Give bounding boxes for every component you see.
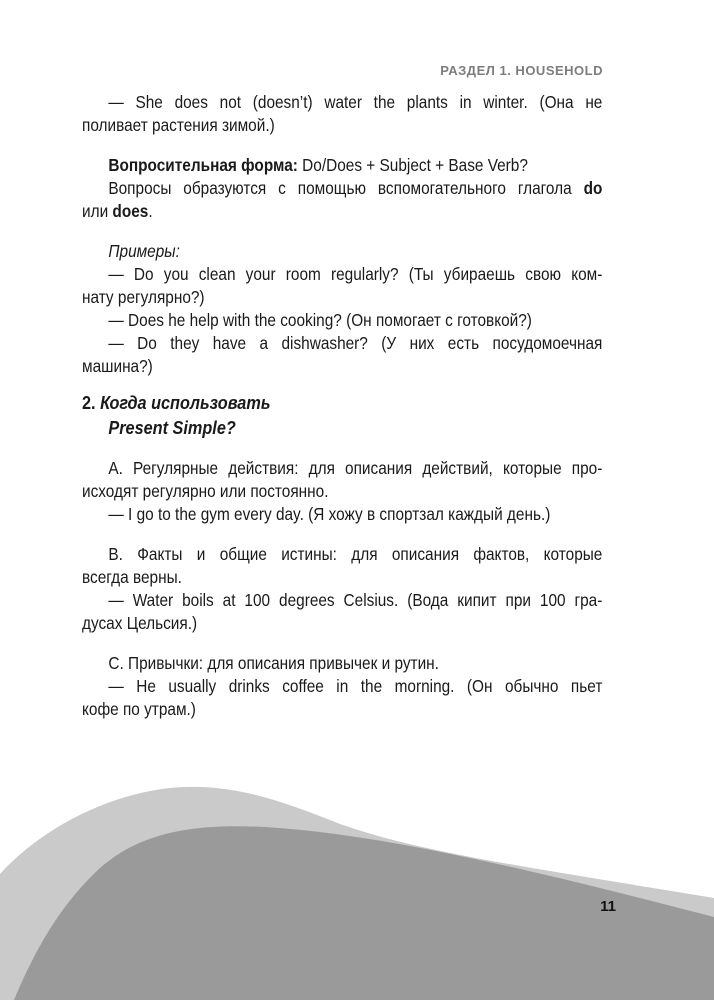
text-segment: — Do you clean your room regularly? (Ты убираешь свою ком- xyxy=(108,264,603,284)
text-segment: — Water boils at 100 degrees Celsius. (Вода кипит при 100 гра- xyxy=(108,590,603,610)
text-segment: Вопросительная форма: xyxy=(108,155,298,175)
text-segment: исходят регулярно или постоянно. xyxy=(82,481,329,501)
text-segment: 2. xyxy=(82,392,101,413)
text-segment: Примеры: xyxy=(108,241,180,261)
text-segment: кофе по утрам.) xyxy=(82,699,196,719)
text-segment: дусах Цельсия.) xyxy=(82,613,198,633)
text-segment: Do/Does + Subject + Base Verb? xyxy=(297,155,528,175)
text-segment: всегда верны. xyxy=(82,567,182,587)
text-segment: А. Регулярные действия: для описания действий, которые про- xyxy=(108,458,603,478)
running-header: РАЗДЕЛ 1. HOUSEHOLD xyxy=(440,63,603,78)
text-segment: — He usually drinks coffee in the morning. (Он обычно пьет xyxy=(108,676,603,696)
text-segment: Вопросы образуются с помощью вспомогательного глагола xyxy=(108,178,584,198)
text-segment: Present Simple? xyxy=(108,417,236,438)
text-segment: — She does not (doesn’t) water the plants in winter. (Она не xyxy=(108,92,603,112)
text-segment: does xyxy=(112,201,149,221)
text-segment: В. Факты и общие истины: для описания фактов, которые xyxy=(108,544,603,564)
text-segment: do xyxy=(583,178,603,198)
text-segment: нату регулярно?) xyxy=(82,287,205,307)
text-segment: машина?) xyxy=(82,356,153,376)
text-segment: — Does he help with the cooking? (Он помогает с готовкой?) xyxy=(108,310,532,330)
page-number: 11 xyxy=(600,898,616,915)
text-segment: — Do they have a dishwasher? (У них есть посудомоечная xyxy=(108,333,603,353)
text-segment: С. Привычки: для описания привычек и рутин. xyxy=(108,653,439,673)
text-segment: или xyxy=(82,201,113,221)
text-segment: Когда использовать xyxy=(100,392,271,413)
text-segment: — I go to the gym every day. (Я хожу в спортзал каждый день.) xyxy=(108,504,551,524)
text-segment: . xyxy=(148,201,153,221)
text-segment: поливает растения зимой.) xyxy=(82,115,275,135)
